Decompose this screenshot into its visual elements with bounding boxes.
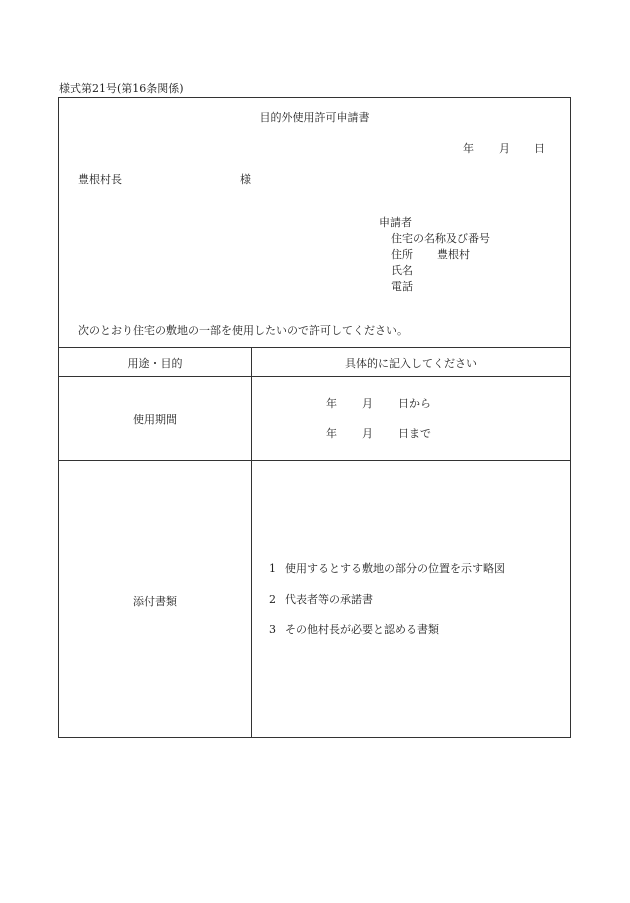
phone-label: 電話 xyxy=(391,280,413,293)
attachment-item xyxy=(269,562,505,576)
attachments-label: 添付書類 xyxy=(133,595,177,608)
period-from-year: 年 xyxy=(326,397,337,410)
date-day: 日 xyxy=(534,142,545,155)
addressee-honorific: 様 xyxy=(240,173,251,186)
purpose-label: 用途・目的 xyxy=(127,357,183,370)
addressee-name: 豊根村長 xyxy=(78,173,122,186)
attachment-number: 1 xyxy=(269,562,276,575)
period-label: 使用期間 xyxy=(133,413,177,426)
period-from-month: 月 xyxy=(362,397,373,410)
row-divider-purpose xyxy=(59,376,570,377)
address-value: 豊根村 xyxy=(437,248,470,261)
applicant-block xyxy=(379,215,490,295)
housing-label: 住宅の名称及び番号 xyxy=(391,232,490,245)
purpose-instruction: 具体的に記入してください xyxy=(345,357,477,370)
row-divider-period xyxy=(59,460,570,461)
period-from xyxy=(326,397,431,411)
attachment-number: 2 xyxy=(269,593,276,606)
period-to-day: 日まで xyxy=(398,427,431,440)
column-divider xyxy=(251,347,252,738)
attachment-item xyxy=(269,593,373,607)
attachment-item xyxy=(269,623,439,637)
date-month: 月 xyxy=(499,142,510,155)
period-to-month: 月 xyxy=(362,427,373,440)
form-title: 目的外使用許可申請書 xyxy=(259,111,370,124)
period-to-year: 年 xyxy=(326,427,337,440)
table-top-line xyxy=(59,347,570,348)
form-number: 様式第21号(第16条関係) xyxy=(59,82,184,95)
date-year: 年 xyxy=(463,142,474,155)
applicant-heading: 申請者 xyxy=(379,216,412,229)
attachment-text: 代表者等の承諾書 xyxy=(285,593,373,606)
request-text: 次のとおり住宅の敷地の一部を使用したいので許可してください。 xyxy=(78,324,408,337)
attachment-text: その他村長が必要と認める書類 xyxy=(285,623,439,636)
period-from-day: 日から xyxy=(398,397,431,410)
application-form xyxy=(58,97,571,738)
attachment-text: 使用するとする敷地の部分の位置を示す略図 xyxy=(285,562,505,575)
attachment-number: 3 xyxy=(269,623,276,636)
address-label: 住所 xyxy=(391,248,413,261)
name-label: 氏名 xyxy=(391,264,413,277)
period-to xyxy=(326,427,431,441)
address-row xyxy=(379,247,490,263)
